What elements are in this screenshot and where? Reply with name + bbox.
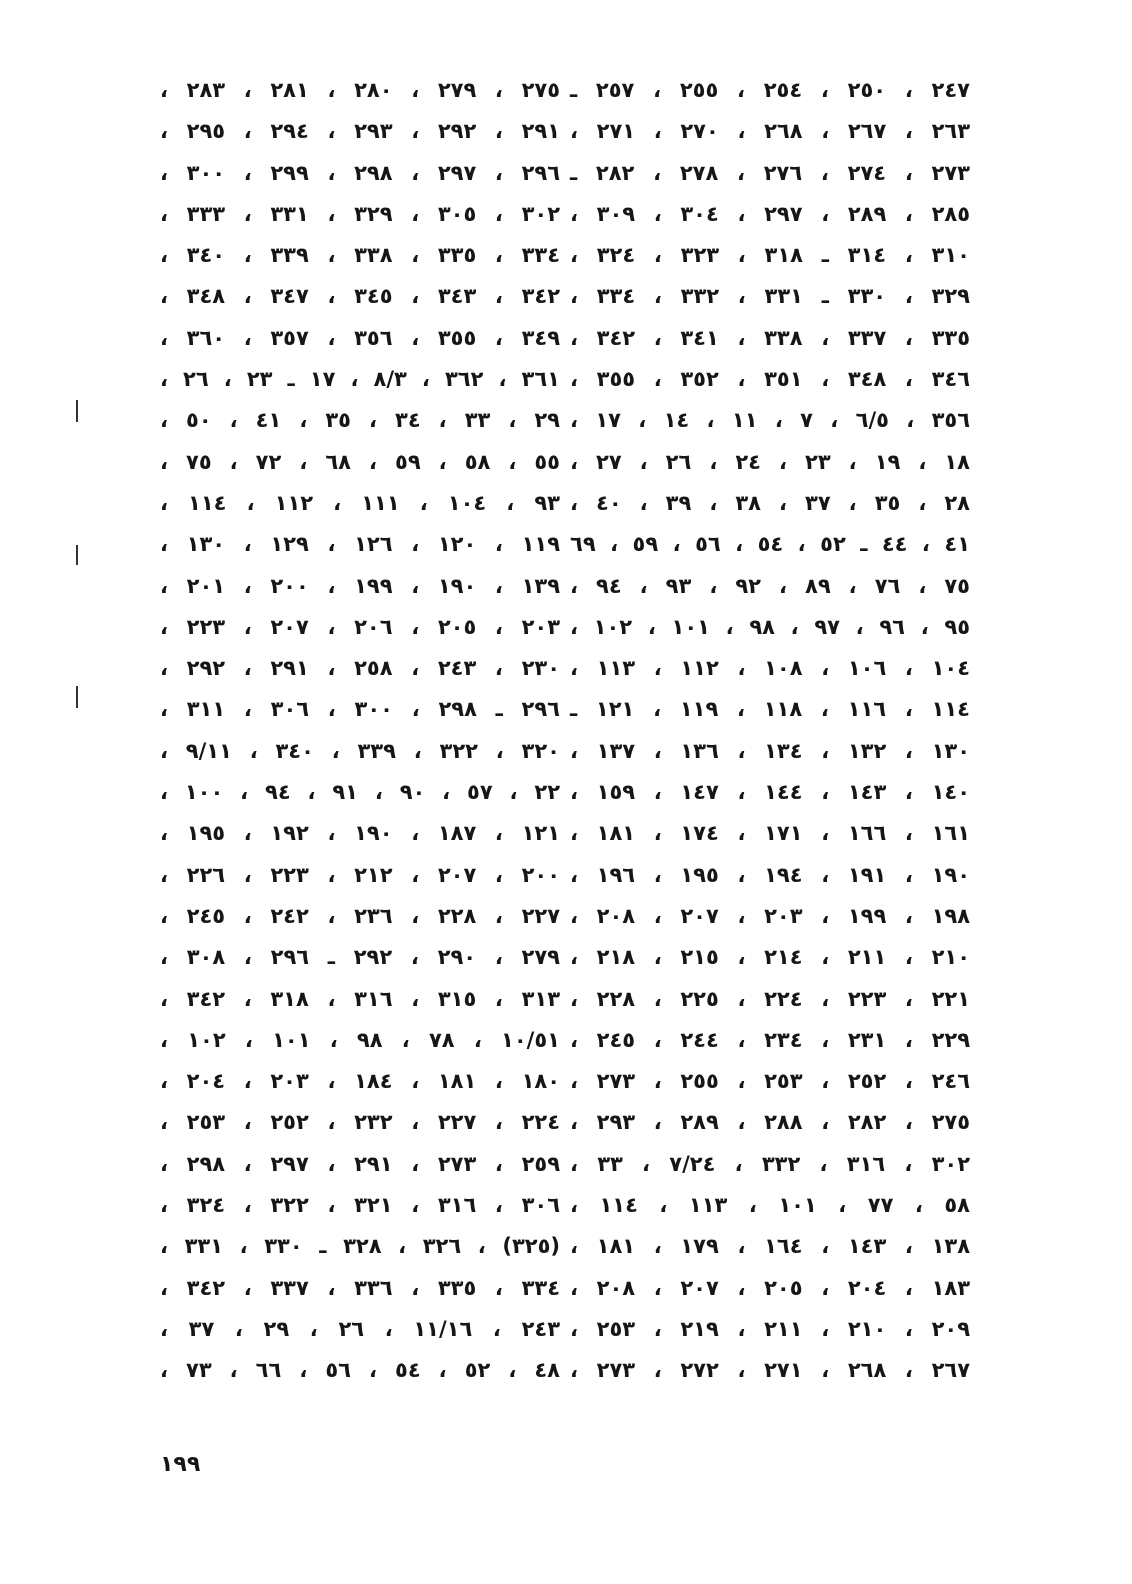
index-entry-row: ٣١٣ ، ٣١٥ ، ٣١٦ ، ٣١٨ ، ٣٤٢ ،: [160, 986, 561, 1011]
index-entry-row: ٢٠٠ ، ٢٠٧ ، ٢١٢ ، ٢٢٣ ، ٢٢٦ ،: [160, 862, 561, 887]
index-entry-row: ١٠٤ ، ١٠٦ ، ١٠٨ ، ١١٢ ، ١١٣ ،: [570, 656, 971, 681]
index-entry-row: ٢٨٥ ، ٢٨٩ ، ٢٩٧ ، ٣٠٤ ، ٣٠٩ ،: [570, 201, 971, 226]
margin-mark: [76, 686, 78, 708]
index-entry-row: ٢٢٩ ، ٢٣١ ، ٢٣٤ ، ٢٤٤ ، ٢٤٥ ،: [570, 1027, 971, 1052]
index-entry-row: ٣٣٥ ، ٣٣٧ ، ٣٣٨ ، ٣٤١ ، ٣٤٢ ،: [570, 325, 971, 350]
index-entry-row: ٢٧٥ ، ٢٧٩ ، ٢٨٠ ، ٢٨١ ، ٢٨٣ ،: [160, 78, 561, 102]
index-entry-row: ٢٠٣ ، ٢٠٥ ، ٢٠٦ ، ٢٠٧ ، ٢٢٣ ،: [160, 614, 561, 639]
index-column-right: [570, 70, 970, 1392]
index-entry-row: ٢٢ ، ٥٧ ، ٩٠ ، ٩١ ، ٩٤ ، ١٠٠ ،: [160, 780, 561, 805]
index-entry-row: ٣١٠ ، ٣١٤ ـ ٣١٨ ، ٣٢٣ ، ٣٢٤ ،: [570, 243, 970, 268]
margin-mark: [76, 545, 78, 565]
index-entry-row: ٢٨ ، ٣٥ ، ٣٧ ، ٣٨ ، ٣٩ ، ٤٠ ،: [570, 490, 970, 515]
index-column-left: [160, 70, 560, 1392]
index-entry-row: ١٨ ، ١٩ ، ٢٣ ، ٢٤ ، ٢٦ ، ٢٧ ،: [570, 449, 970, 474]
index-entry-row: ٣٢٩ ، ٣٣٠ ـ ٣٣١ ، ٣٣٢ ، ٣٣٤ ،: [570, 284, 970, 309]
index-entry-row: ٢٩٦ ، ٢٩٧ ، ٢٩٨ ، ٢٩٩ ، ٣٠٠ ،: [160, 160, 561, 185]
index-entry-row: ٩٥ ، ٩٦ ، ٩٧ ، ٩٨ ، ١٠١ ، ١٠٢ ،: [570, 614, 971, 639]
index-entry-row: ٧٥ ، ٧٦ ، ٨٩ ، ٩٢ ، ٩٣ ، ٩٤ ،: [570, 573, 970, 598]
index-entry-row: ٤٨ ، ٥٢ ، ٥٤ ، ٥٦ ، ٦٦ ، ٧٣ ،: [160, 1358, 560, 1383]
index-entry-row: ١٩٨ ، ١٩٩ ، ٢٠٣ ، ٢٠٧ ، ٢٠٨ ،: [570, 903, 971, 928]
index-entry-row: ٢٧٩ ، ٢٩٠ ، ٢٩٢ ـ ٢٩٦ ، ٣٠٨ ،: [160, 945, 560, 970]
index-entry-row: ٥٨ ، ٧٧ ، ١٠١ ، ١١٣ ، ١١٤ ،: [570, 1193, 970, 1218]
index-entry-row: ٢٤٣ ، ١١/١٦ ، ٢٦ ، ٢٩ ، ٣٧ ،: [160, 1316, 561, 1341]
index-entry-row: ٣٤٦ ، ٣٤٨ ، ٣٥١ ، ٣٥٢ ، ٣٥٥ ،: [570, 367, 971, 392]
index-entry-row: ٣٢٠ ، ٣٢٢ ، ٣٣٩ ، ٣٤٠ ، ٩/١١ ،: [160, 738, 560, 763]
index-entry-row: ٢٤٧ ، ٢٥٠ ، ٢٥٤ ، ٢٥٥ ، ٢٥٧ ـ: [570, 78, 970, 102]
index-entry-row: ٢١٠ ، ٢١١ ، ٢١٤ ، ٢١٥ ، ٢١٨ ،: [570, 945, 971, 970]
index-entry-row: ١١٩ ، ١٢٠ ، ١٢٦ ، ١٢٩ ، ١٣٠ ،: [160, 532, 561, 557]
index-entry-row: ٣٤٢ ، ٣٤٣ ، ٣٤٥ ، ٣٤٧ ، ٣٤٨ ،: [160, 284, 561, 309]
page-number: ١٩٩: [160, 1452, 201, 1477]
index-entry-row: ٢٢٤ ، ٢٢٧ ، ٢٣٢ ، ٢٥٢ ، ٢٥٣ ،: [160, 1110, 561, 1135]
index-entry-row: ٢٩ ، ٣٣ ، ٣٤ ، ٣٥ ، ٤١ ، ٥٠ ،: [160, 408, 560, 433]
index-entry-row: ١٦١ ، ١٦٦ ، ١٧١ ، ١٧٤ ، ١٨١ ،: [570, 821, 971, 846]
index-entry-row: ٢٧٥ ، ٢٨٢ ، ٢٨٨ ، ٢٨٩ ، ٢٩٣ ،: [570, 1110, 971, 1135]
index-entry-row: ١١٤ ، ١١٦ ، ١١٨ ، ١١٩ ، ١٢١ ـ: [570, 697, 970, 722]
index-entry-row: ٢٠٩ ، ٢١٠ ، ٢١١ ، ٢١٩ ، ٢٥٣ ،: [570, 1316, 971, 1341]
index-entry-row: ٣٣٤ ، ٣٣٥ ، ٣٣٦ ، ٣٣٧ ، ٣٤٢ ،: [160, 1275, 561, 1300]
index-entry-row: ١٣٨ ، ١٤٣ ، ١٦٤ ، ١٧٩ ، ١٨١ ،: [570, 1234, 971, 1259]
margin-mark: [76, 400, 78, 422]
index-entry-row: ٢٦٣ ، ٢٦٧ ، ٢٦٨ ، ٢٧٠ ، ٢٧١ ،: [570, 119, 971, 144]
index-entry-row: ١٨٣ ، ٢٠٤ ، ٢٠٥ ، ٢٠٧ ، ٢٠٨ ،: [570, 1275, 971, 1300]
index-entry-row: ١٨٠ ، ١٨١ ، ١٨٤ ، ٢٠٣ ، ٢٠٤ ،: [160, 1069, 561, 1094]
index-entry-row: ٣٤٩ ، ٣٥٥ ، ٣٥٦ ، ٣٥٧ ، ٣٦٠ ،: [160, 325, 561, 350]
index-entry-row: ٢٥٩ ، ٢٧٣ ، ٢٩١ ، ٢٩٧ ، ٢٩٨ ،: [160, 1151, 561, 1176]
index-entry-row: ٢٦٧ ، ٢٦٨ ، ٢٧١ ، ٢٧٢ ، ٢٧٣ ،: [570, 1358, 971, 1383]
index-entry-row: ٢٢٧ ، ٢٢٨ ، ٢٣٦ ، ٢٤٢ ، ٢٤٥ ،: [160, 903, 561, 928]
index-entry-row: ٢٩١ ، ٢٩٢ ، ٢٩٣ ، ٢٩٤ ، ٢٩٥ ،: [160, 119, 561, 144]
index-entry-row: ١٣٠ ، ١٣٢ ، ١٣٤ ، ١٣٦ ، ١٣٧ ،: [570, 738, 971, 763]
index-entry-row: ١٠/٥١ ، ٧٨ ، ٩٨ ، ١٠١ ، ١٠٢ ،: [160, 1027, 560, 1052]
index-entry-row: ٩٣ ، ١٠٤ ، ١١١ ، ١١٢ ، ١١٤ ،: [160, 490, 560, 515]
index-entry-row: ٤١ ، ٤٤ ـ ٥٢ ، ٥٤ ، ٥٦ ، ٥٩ ، ٦٩: [570, 532, 971, 557]
index-entry-row: ٢٢١ ، ٢٢٣ ، ٢٢٤ ، ٢٢٥ ، ٢٢٨ ،: [570, 986, 971, 1011]
index-entry-row: ٣٦١ ، ٣٦٢ ، ٨/٣ ، ١٧ ـ ٢٣ ، ٢٦ ،: [160, 367, 560, 392]
index-entry-row: ٢٣٠ ، ٢٤٣ ، ٢٥٨ ، ٢٩١ ، ٢٩٢ ،: [160, 656, 561, 681]
index-entry-row: ٣٥٦ ، ٦/٥ ، ٧ ، ١١ ، ١٤ ، ١٧ ،: [570, 408, 971, 433]
index-entry-row: ١٢١ ، ١٨٧ ، ١٩٠ ، ١٩٢ ، ١٩٥ ،: [160, 821, 561, 846]
index-entry-row: ٥٥ ، ٥٨ ، ٥٩ ، ٦٨ ، ٧٢ ، ٧٥ ،: [160, 449, 560, 474]
index-entry-row: ٢٧٣ ، ٢٧٤ ، ٢٧٦ ، ٢٧٨ ، ٢٨٢ ـ: [570, 160, 970, 185]
index-entry-row: ٣٣٤ ، ٣٣٥ ، ٣٣٨ ، ٣٣٩ ، ٣٤٠ ،: [160, 243, 561, 268]
index-entry-row: ٣٠٢ ، ٣٠٥ ، ٣٢٩ ، ٣٣١ ، ٣٣٣ ،: [160, 201, 561, 226]
index-entry-row: ١٤٠ ، ١٤٣ ، ١٤٤ ، ١٤٧ ، ١٥٩ ،: [570, 780, 971, 805]
index-entry-row: ١٩٠ ، ١٩١ ، ١٩٤ ، ١٩٥ ، ١٩٦ ،: [570, 862, 971, 887]
index-entry-row: (٣٢٥) ، ٣٢٦ ، ٣٢٨ ـ ٣٣٠ ، ٣٣١ ،: [160, 1234, 560, 1259]
index-entry-row: ١٣٩ ، ١٩٠ ، ١٩٩ ، ٢٠٠ ، ٢٠١ ،: [160, 573, 561, 598]
index-entry-row: ٢٩٦ ـ ٢٩٨ ، ٣٠٠ ، ٣٠٦ ، ٣١١ ،: [160, 697, 560, 722]
index-entry-row: ٢٤٦ ، ٢٥٢ ، ٢٥٣ ، ٢٥٥ ، ٢٧٣ ،: [570, 1069, 971, 1094]
index-entry-row: ٣٠٦ ، ٣١٦ ، ٣٢١ ، ٣٢٢ ، ٣٢٤ ،: [160, 1193, 561, 1218]
index-entry-row: ٣٠٢ ، ٣١٦ ، ٣٣٢ ، ٧/٢٤ ، ٣٣ ،: [570, 1151, 971, 1176]
